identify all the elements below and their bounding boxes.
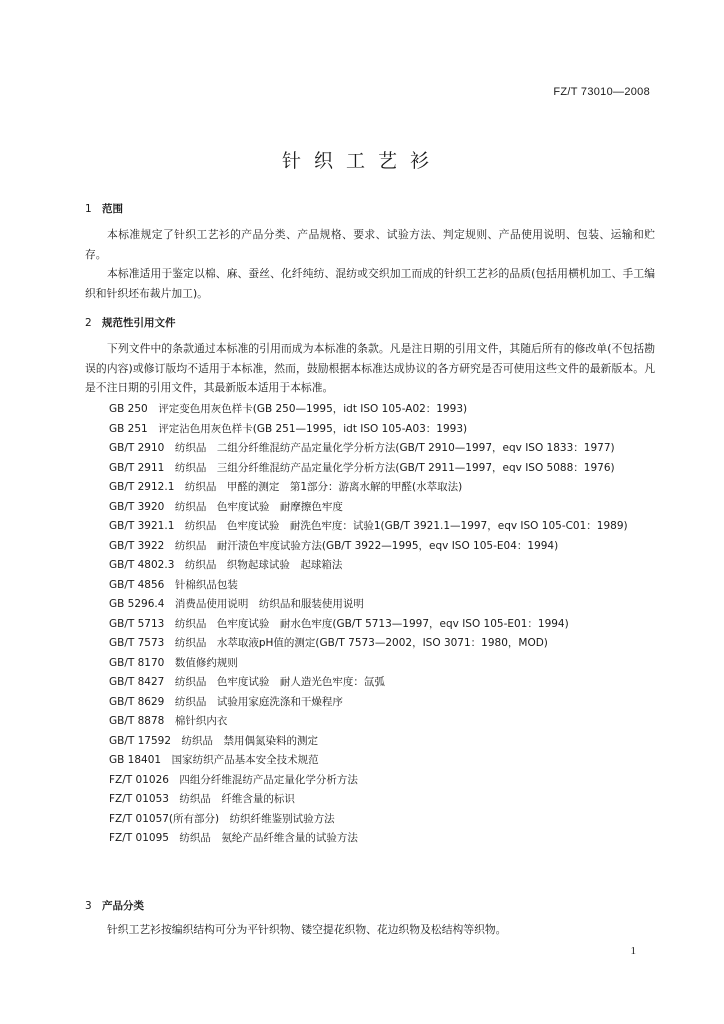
reference-item: GB/T 8427 纺织品 色牢度试验 耐人造光色牢度：氙弧 [109,676,385,688]
standard-code: FZ/T 73010—2008 [553,86,650,98]
reference-item: GB/T 3922 纺织品 耐汗渍色牢度试验方法(GB/T 3922—1995，eqv ISO 105-E04：1994) [109,539,559,552]
reference-item: GB 18401 国家纺织产品基本安全技术规范 [109,754,319,766]
section-1-paragraph-1: 本标准规定了针织工艺衫的产品分类、产品规格、要求、试验方法、判定规则、产品使用说明、包装、运输和贮存。 [85,228,655,261]
reference-item: FZ/T 01057(所有部分) 纺织纤维鉴别试验方法 [109,812,335,825]
section-3-heading [85,898,144,913]
reference-item: GB/T 8170 数值修约规则 [109,656,238,669]
reference-item: GB/T 17592 纺织品 禁用偶氮染料的测定 [109,734,319,747]
normative-references-list [85,400,655,849]
reference-item: GB/T 5713 纺织品 色牢度试验 耐水色牢度(GB/T 5713—1997，eqv ISO 105-E01：1994) [109,617,569,630]
reference-item: FZ/T 01095 纺织品 氨纶产品纤维含量的试验方法 [109,832,358,844]
section-number: 1 [85,203,92,215]
section-1-paragraph-2: 本标准适用于鉴定以棉、麻、蚕丝、化纤纯纺、混纺或交织加工而成的针织工艺衫的品质(包括用横机加工、手工编织和针织坯布裁片加工)。 [85,267,655,300]
reference-item: GB 250 评定变色用灰色样卡(GB 250—1995，idt ISO 105-A02：1993) [109,403,468,415]
document-title: 针织工艺衫 [281,150,442,172]
reference-item: GB/T 3921.1 纺织品 色牢度试验 耐洗色牢度：试验1(GB/T 3921.1—1997，eqv ISO 105-C01：1989) [109,520,628,532]
reference-item: GB/T 2911 纺织品 三组分纤维混纺产品定量化学分析方法(GB/T 2911—1997，eqv ISO 5088：1976) [109,461,615,474]
section-1-heading [85,201,123,216]
section-2-paragraph-1: 下列文件中的条款通过本标准的引用而成为本标准的条款。凡是注日期的引用文件，其随后所有的修改单(不包括勘误的内容)或修订版均不适用于本标准，然而，鼓励根据本标准达成协议的各方研究是否可使用这些文件的最新版本。凡是不注日期的引用文件，其最新版本适用于本标准。 [85,342,655,394]
reference-item: GB/T 8878 棉针织内衣 [109,715,228,727]
reference-item: FZ/T 01053 纺织品 纤维含量的标识 [109,793,295,805]
reference-item: FZ/T 01026 四组分纤维混纺产品定量化学分析方法 [109,773,358,786]
reference-item: GB 5296.4 消费品使用说明 纺织品和服装使用说明 [109,598,364,610]
reference-item: GB 251 评定沾色用灰色样卡(GB 251—1995，idt ISO 105-A03：1993) [109,422,468,435]
reference-item: GB/T 2912.1 纺织品 甲醛的测定 第1部分：游离水解的甲醛(水萃取法) [109,481,463,493]
reference-item: GB/T 4856 针棉织品包装 [109,578,238,591]
reference-item: GB/T 8629 纺织品 试验用家庭洗涤和干燥程序 [109,695,343,708]
section-2-heading [85,315,176,330]
section-3-paragraph-1: 针织工艺衫按编织结构可分为平针织物、镂空提花织物、花边织物及松结构等织物。 [107,923,507,936]
reference-item: GB/T 4802.3 纺织品 织物起球试验 起球箱法 [109,559,343,571]
section-number: 3 [85,900,92,912]
section-title: 范围 [102,203,123,215]
reference-item: GB/T 3920 纺织品 色牢度试验 耐摩擦色牢度 [109,500,343,513]
reference-item: GB/T 7573 纺织品 水萃取液pH值的测定(GB/T 7573—2002，ISO 3071：1980，MOD) [109,637,548,649]
page-number: 1 [630,945,636,957]
section-title: 产品分类 [102,900,144,912]
section-title: 规范性引用文件 [102,317,176,329]
section-number: 2 [85,317,92,329]
reference-item: GB/T 2910 纺织品 二组分纤维混纺产品定量化学分析方法(GB/T 2910—1997，eqv ISO 1833：1977) [109,442,615,454]
